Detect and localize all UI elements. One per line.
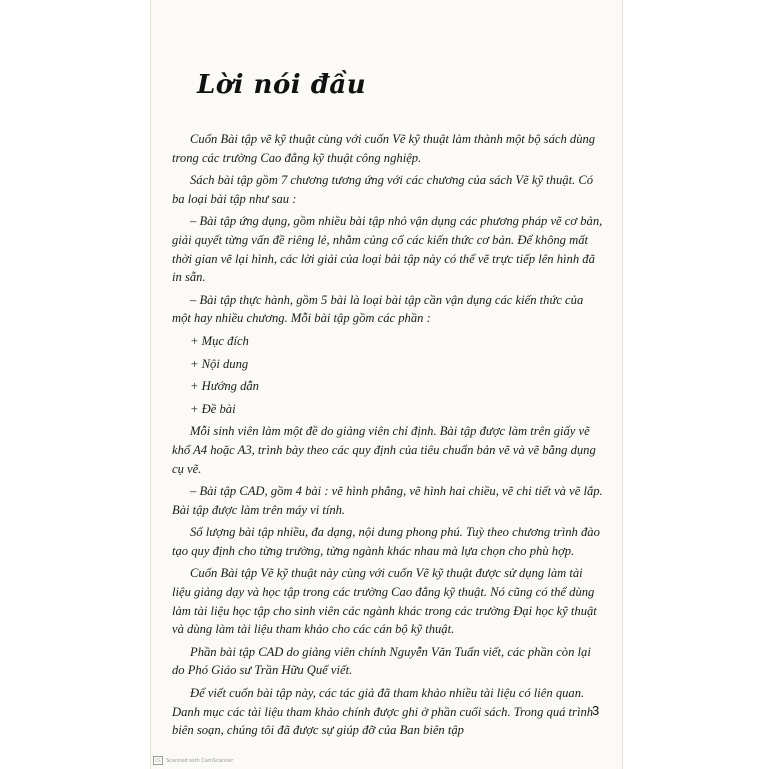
page-number: 3: [592, 703, 600, 718]
paragraph-cad-exercises: – Bài tập CAD, gồm 4 bài : vẽ hình phẳng, vẽ hình hai chiều, vẽ chi tiết và vẽ lắp. Bài tập được làm trên máy vi tính.: [172, 484, 603, 517]
scanner-watermark: [153, 756, 233, 765]
list-item-purpose: + Mục đích: [190, 333, 249, 348]
body-text: [172, 130, 604, 744]
paragraph-usage: Cuốn Bài tập Vẽ kỹ thuật này cùng với cuốn Vẽ kỹ thuật được sử dụng làm tài liệu giảng dạy và học tập trong các trường Cao đẳng kỹ thuật. Nó cũng có thể dùng làm tài liệu học tập cho sinh viên các ngành khác trong các trường Đại học kỹ thuật và dùng làm tài liệu tham khảo cho các cán bộ kỹ thuật.: [172, 566, 597, 637]
scanner-logo-icon: CS: [153, 756, 163, 765]
paragraph-authors: Phần bài tập CAD do giảng viên chính Nguyễn Văn Tuấn viết, các phần còn lại do Phó Giáo sư Trần Hữu Quế viết.: [172, 644, 591, 678]
paragraph-intro: Cuốn Bài tập vẽ kỹ thuật cùng với cuốn Vẽ kỹ thuật làm thành một bộ sách dùng trong các trường Cao đẳng kỹ thuật công nghiệp.: [172, 132, 596, 165]
paragraph-practice-exercises: – Bài tập thực hành, gồm 5 bài là loại bài tập cần vận dụng các kiến thức của một hay nhiều chương. Mỗi bài tập gồm các phần :: [172, 292, 584, 326]
list-item-guide: + Hướng dẫn: [190, 379, 259, 394]
watermark-text: Scanned with CamScanner: [166, 757, 234, 764]
paragraph-structure: Sách bài tập gồm 7 chương tương ứng với các chương của sách Vẽ kỹ thuật. Có ba loại bài tập như sau :: [172, 173, 594, 206]
page-heading: Lời nói đầu: [197, 70, 367, 100]
paragraph-applied-exercises: – Bài tập ứng dụng, gồm nhiều bài tập nhỏ vận dụng các phương pháp vẽ cơ bản, giải quyết từng vấn đề riêng lẻ, nhằm củng cố các kiến thức cơ bản. Để không mất thời gian vẽ lại hình, các lời giải của loại bài tập này có thể vẽ trực tiếp lên hình đã in sẵn.: [172, 214, 603, 285]
list-item-assignment: + Đề bài: [190, 401, 236, 416]
paragraph-student-assignment: Mỗi sinh viên làm một đề do giảng viên chỉ định. Bài tập được làm trên giấy vẽ khổ A4 hoặc A3, trình bày theo các quy định của tiêu chuẩn bản vẽ và vẽ bằng dụng cụ vẽ.: [172, 424, 596, 476]
list-item-content: + Nội dung: [190, 356, 249, 371]
paragraph-quantity: Số lượng bài tập nhiều, đa dạng, nội dung phong phú. Tuỳ theo chương trình đào tạo quy định cho từng trường, từng ngành khác nhau mà lựa chọn cho phù hợp.: [172, 525, 600, 558]
paragraph-references: Để viết cuốn bài tập này, các tác giả đã tham khảo nhiều tài liệu có liên quan. Danh mục các tài liệu tham khảo chính được ghi ở phần cuối sách. Trong quá trình biên soạn, chúng tôi đã được sự giúp đỡ của Ban biên tập: [172, 686, 594, 738]
